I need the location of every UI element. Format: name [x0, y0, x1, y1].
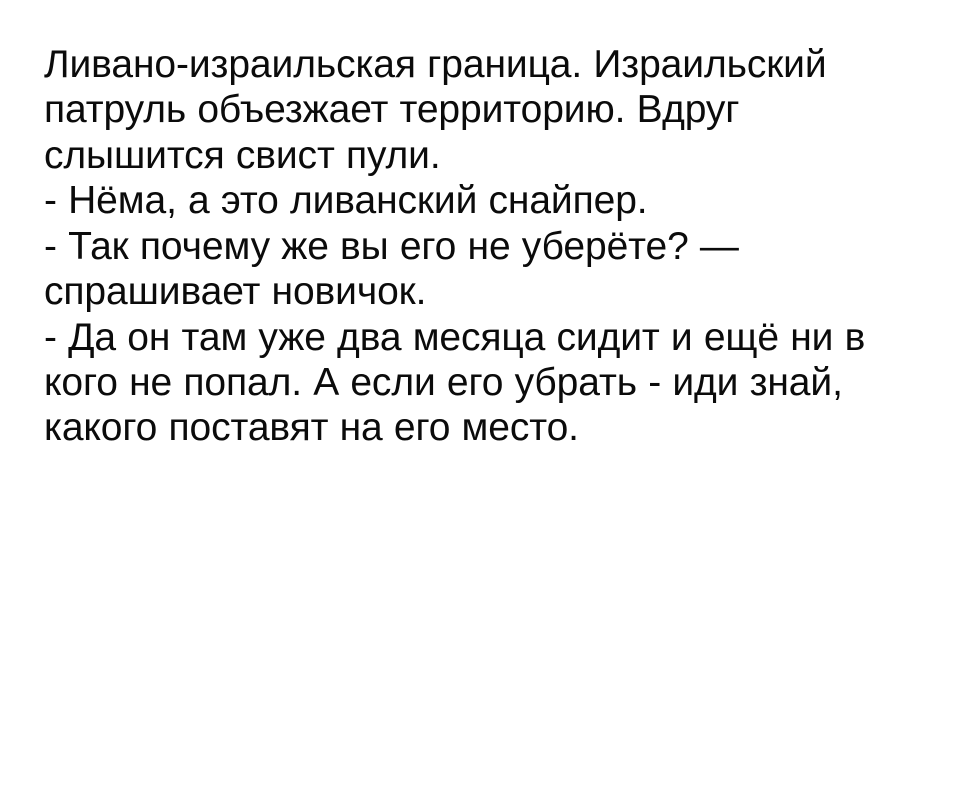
joke-text-block [44, 42, 916, 451]
joke-paragraph-1: Ливано-израильская граница. Израильский патруль объезжает территорию. Вдруг слышится свист пули. [44, 43, 827, 177]
joke-paragraph-2: - Нёма, а это ливанский снайпер. [44, 179, 648, 223]
joke-paragraph-4: - Да он там уже два месяца сидит и ещё ни в кого не попал. А если его убрать - иди знай, какого поставят на его место. [44, 315, 866, 450]
joke-paragraph-3: - Так почему же вы его не уберёте? — спрашивает новичок. [44, 224, 739, 314]
